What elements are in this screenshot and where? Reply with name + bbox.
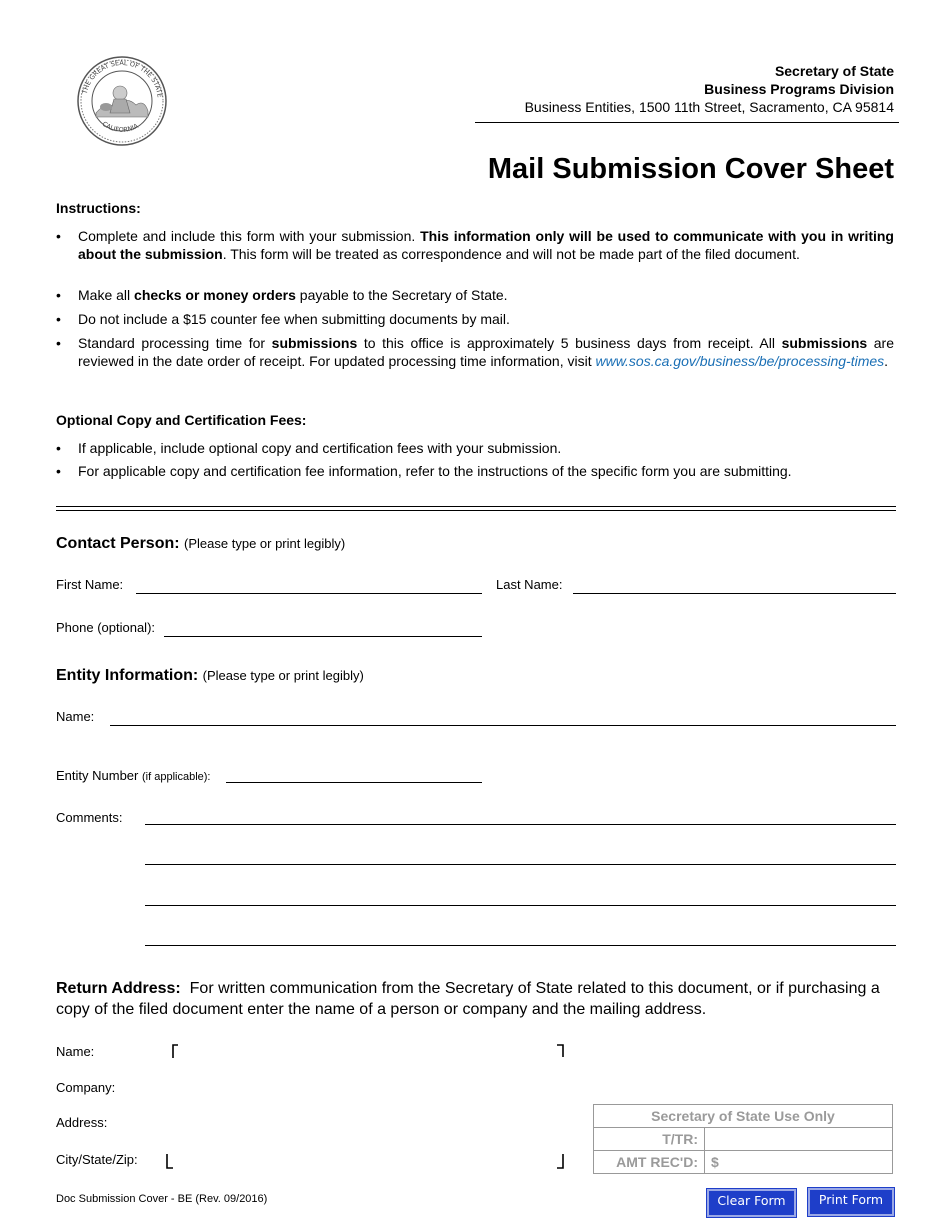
comments-line-3[interactable] — [145, 905, 896, 906]
last-name-field[interactable] — [573, 593, 896, 594]
office-use-heading: Secretary of State Use Only — [594, 1105, 893, 1128]
return-address-intro: Return Address: For written communication from the Secretary of State related to this document, or if purchasing a copy of the filed document enter the name of a person or company and the mailing address. — [56, 980, 880, 1018]
phone-label: Phone (optional): — [56, 620, 156, 635]
comments-label: Comments: — [56, 810, 123, 825]
section-divider — [56, 506, 896, 511]
clear-form-button[interactable]: Clear Form — [707, 1189, 796, 1217]
fees-item-1: • If applicable, include optional copy and certification fees with your submission. — [56, 440, 562, 456]
state-seal-logo — [76, 55, 168, 147]
fees-item-2: • For applicable copy and certification fee information, refer to the instructions of the specific form you are submitting. — [56, 463, 792, 479]
ttr-field[interactable] — [705, 1128, 893, 1151]
entity-name-label: Name: — [56, 709, 95, 724]
svg-text:THE GREAT SEAL OF THE STATE OF: THE GREAT SEAL OF THE STATE — [80, 58, 164, 99]
amount-received-label: AMT REC'D: — [594, 1151, 705, 1174]
form-footer: Doc Submission Cover - BE (Rev. 09/2016) — [56, 1193, 268, 1205]
entity-number-field[interactable] — [226, 782, 482, 783]
return-company-label: Company: — [56, 1080, 116, 1095]
entity-name-field[interactable] — [110, 725, 896, 726]
svg-text:CALIFORNIA: CALIFORNIA — [100, 119, 140, 134]
return-name-label: Name: — [56, 1044, 95, 1059]
instruction-item-3: • Do not include a $15 counter fee when submitting documents by mail. — [56, 311, 510, 327]
first-name-label: First Name: — [56, 577, 124, 592]
fees-heading: Optional Copy and Certification Fees: — [56, 412, 307, 428]
entity-heading: Entity Information: (Please type or print legibly) — [56, 667, 364, 684]
entity-number-label: Entity Number (if applicable): — [56, 768, 211, 783]
last-name-label: Last Name: — [496, 577, 563, 592]
instructions-heading: Instructions: — [56, 200, 141, 216]
first-name-field[interactable] — [136, 593, 482, 594]
return-city-label: City/State/Zip: — [56, 1152, 138, 1167]
agency-header — [525, 62, 894, 116]
print-form-button[interactable]: Print Form — [808, 1188, 894, 1216]
page-title: Mail Submission Cover Sheet — [487, 153, 894, 185]
instruction-item-4: • Standard processing time for submissions to this office is approximately 5 business days from receipt. All submissions are reviewed in the date order of receipt. For updated processing time information, visit www.sos.ca.gov/business/be/processing-times. — [56, 335, 894, 369]
comments-line-2[interactable] — [145, 864, 896, 865]
return-address-label: Address: — [56, 1115, 108, 1130]
phone-field[interactable] — [164, 636, 482, 637]
division-name: Business Programs Division — [704, 81, 894, 97]
agency-name: Secretary of State — [774, 63, 894, 79]
office-use-table — [593, 1104, 893, 1174]
header-divider — [475, 122, 899, 123]
comments-line-1[interactable] — [145, 824, 896, 825]
contact-heading: Contact Person: (Please type or print legibly) — [56, 535, 346, 552]
return-address-textbox[interactable] — [163, 1044, 567, 1170]
instruction-item-1: • Complete and include this form with your submission. This information only will be used to communicate with you in writing about the submission. This form will be treated as correspondence and will not be made part of the filed document. — [56, 228, 894, 262]
agency-address: Business Entities, 1500 11th Street, Sacramento, CA 95814 — [524, 99, 894, 115]
comments-line-4[interactable] — [145, 945, 896, 946]
instruction-item-2: • Make all checks or money orders payable to the Secretary of State. — [56, 287, 508, 303]
ttr-label: T/TR: — [594, 1128, 705, 1151]
amount-received-field[interactable]: $ — [705, 1151, 893, 1174]
processing-times-link[interactable]: www.sos.ca.gov/business/be/processing-times — [595, 353, 885, 369]
